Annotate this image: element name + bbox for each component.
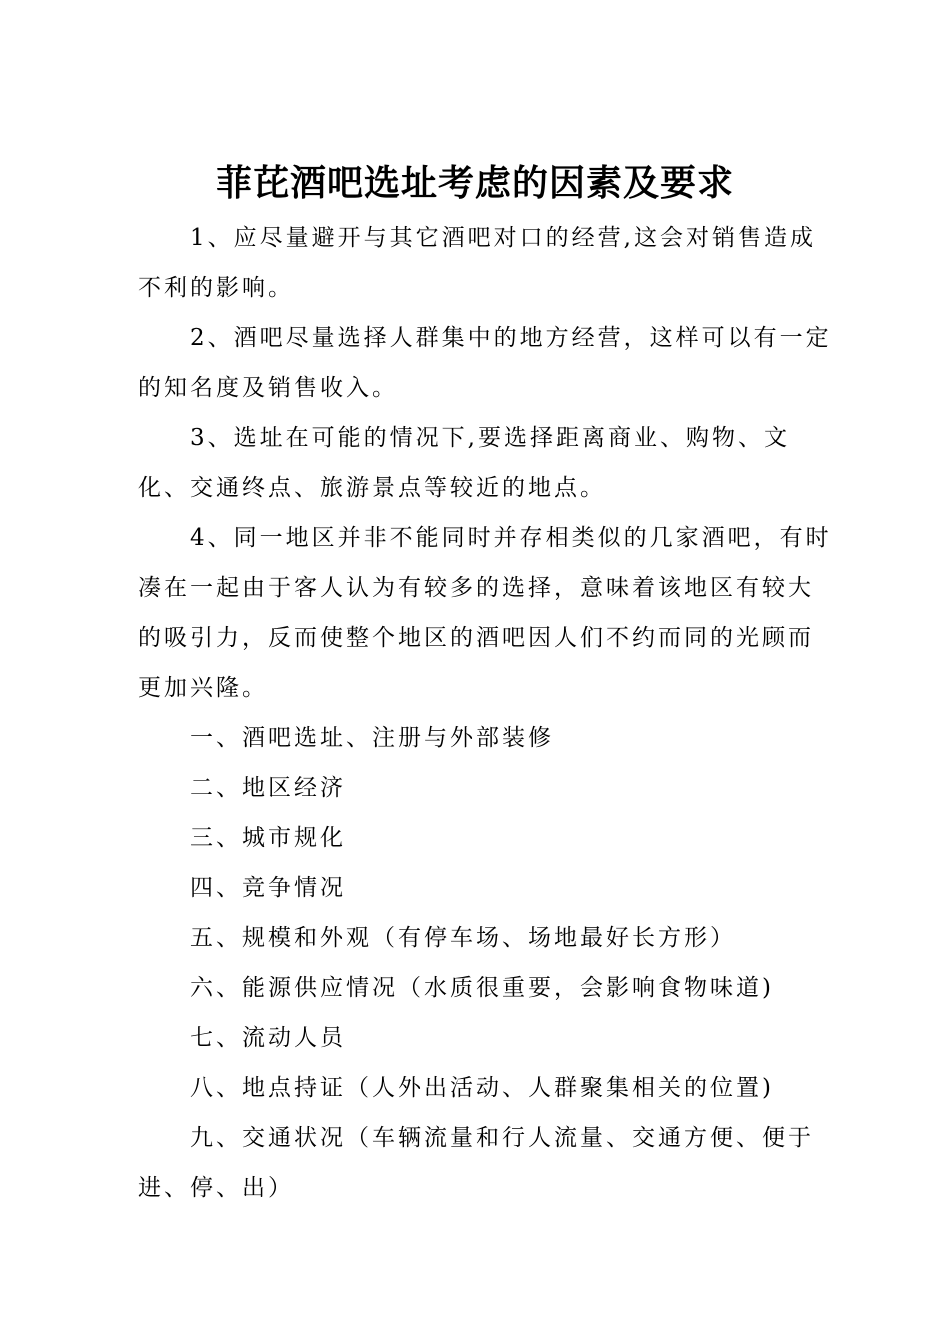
list-item-7: 七、流动人员 bbox=[190, 1025, 346, 1051]
paragraph-2: 2、酒吧尽量选择人群集中的地方经营，这样可以有一定的知名度及销售收入。 bbox=[138, 325, 832, 401]
list-item-5: 五、规模和外观（有停车场、场地最好长方形） bbox=[190, 925, 736, 951]
document-title: 菲芘酒吧选址考虑的因素及要求 bbox=[215, 162, 734, 204]
paragraph-4: 4、同一地区并非不能同时并存相类似的几家酒吧，有时凑在一起由于客人认为有较多的选择，意味着该地区有较大的吸引力，反而使整个地区的酒吧因人们不约而同的光顾而更加兴隆。 bbox=[138, 525, 832, 701]
list-item-8: 八、地点持证（人外出活动、人群聚集相关的位置) bbox=[190, 1075, 774, 1101]
list-item-4: 四、竞争情况 bbox=[190, 875, 346, 901]
list-item-6: 六、能源供应情况（水质很重要，会影响食物味道) bbox=[190, 975, 774, 1001]
list-item-9: 九、交通状况（车辆流量和行人流量、交通方便、便于进、停、出） bbox=[138, 1125, 814, 1201]
paragraph-1: 1、应尽量避开与其它酒吧对口的经营,这会对销售造成不利的影响。 bbox=[138, 225, 816, 301]
paragraph-3: 3、选址在可能的情况下,要选择距离商业、购物、文化、交通终点、旅游景点等较近的地点。 bbox=[138, 425, 790, 501]
document-body bbox=[138, 213, 838, 1213]
list-item-2: 二、地区经济 bbox=[190, 775, 346, 801]
list-item-1: 一、酒吧选址、注册与外部装修 bbox=[190, 725, 554, 751]
list-item-3: 三、城市规化 bbox=[190, 825, 346, 851]
